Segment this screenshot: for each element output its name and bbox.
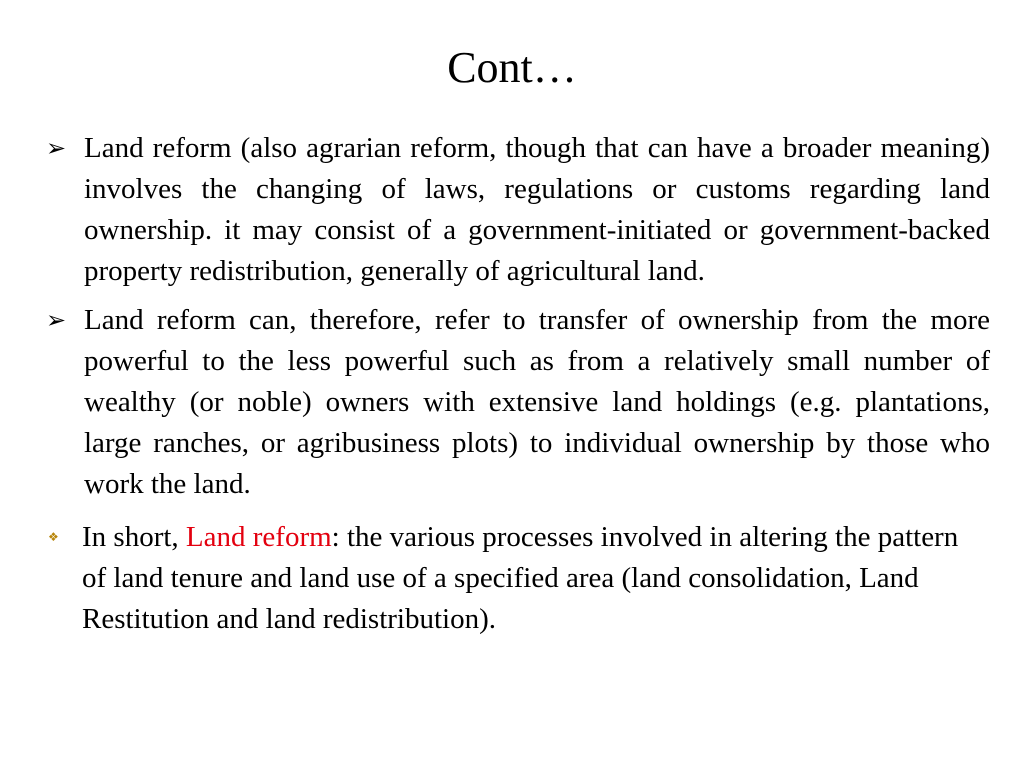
diamond-bullet-icon: ❖: [48, 530, 59, 544]
bullet-item: [46, 300, 990, 505]
arrow-bullet-icon: ➢: [46, 134, 67, 162]
bullet-item: [46, 128, 990, 292]
bullet-text-prefix: In short,: [82, 521, 186, 553]
bullet-item: [46, 517, 960, 640]
slide-title: Cont…: [447, 43, 577, 92]
bullet-list: [46, 128, 990, 640]
bullet-text-suffix: : the various processes involved in altering the pattern of land tenure and land use of a specified area (land consolidation, Land Restitution and land redistribution).: [82, 521, 959, 635]
bullet-text: Land reform (also agrarian reform, though that can have a broader meaning) involves the changing of laws, regulations or customs regarding land ownership. it may consist of a government-initiated or government-backed property redistribution, generally of agricultural land.: [84, 132, 990, 287]
highlighted-term: Land reform: [185, 521, 332, 553]
arrow-bullet-icon: ➢: [46, 306, 67, 334]
bullet-text: Land reform can, therefore, refer to transfer of ownership from the more powerful to the less powerful such as from a relatively small number of wealthy (or noble) owners with extensive land holdings (e.g. plantations, large ranches, or agribusiness plots) to individual ownership by those who work the land.: [84, 304, 990, 500]
